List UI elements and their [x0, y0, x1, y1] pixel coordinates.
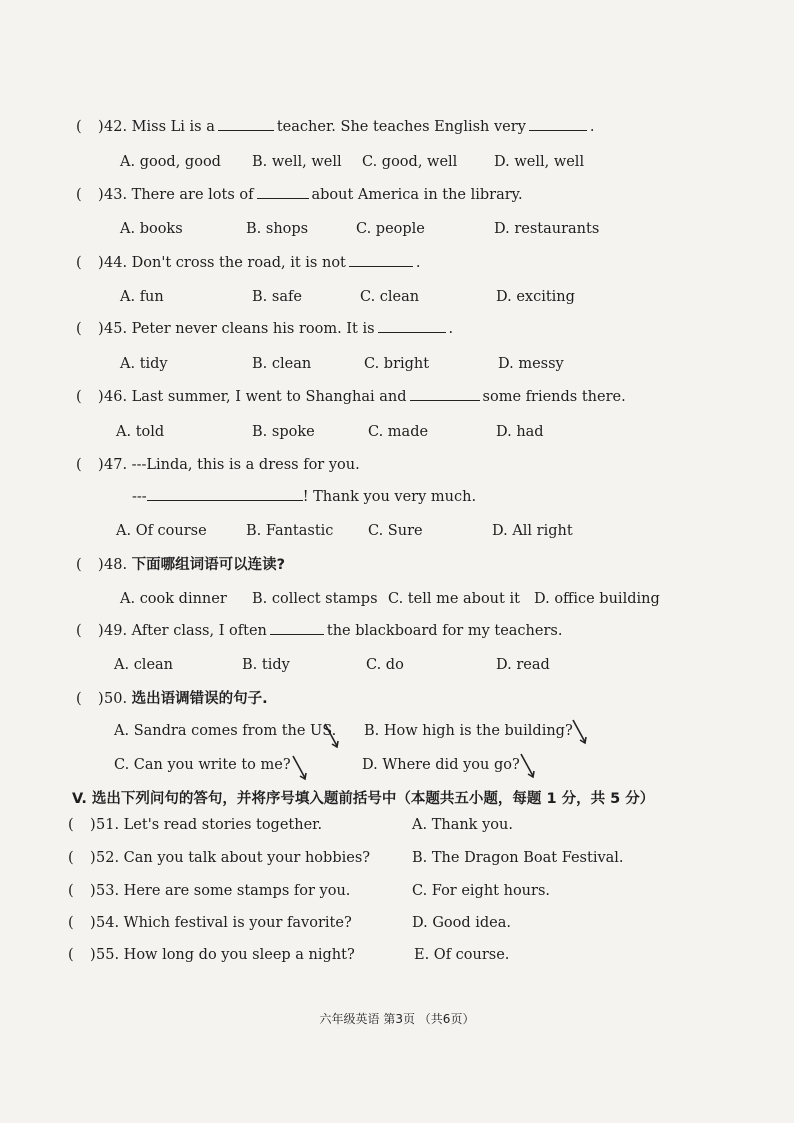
question-number: 50. [104, 691, 128, 707]
dialogue-line [132, 484, 476, 510]
question-text [96, 812, 322, 838]
match-item-52 [0, 845, 794, 871]
options-43 [0, 216, 794, 242]
answer-paren-open: ( [76, 389, 82, 405]
option-d[interactable]: D. All right [492, 523, 573, 539]
option-a[interactable]: A. books [120, 221, 183, 237]
question-text [96, 910, 352, 936]
answer-paren-close: ) [98, 557, 104, 573]
match-item-51 [0, 812, 794, 838]
answer-option[interactable]: D. Good idea. [412, 915, 512, 931]
question-stem-end: about America in the library. [311, 187, 523, 203]
question-text [104, 686, 268, 712]
option-d[interactable]: D. office building [534, 591, 660, 607]
answer-option[interactable]: E. Of course. [414, 947, 510, 963]
question-text [104, 250, 421, 276]
fill-blank[interactable] [147, 484, 303, 501]
match-item-53 [0, 878, 794, 904]
answer-paren-open: ( [76, 691, 82, 707]
dialogue-dash: --- [132, 489, 147, 505]
answer-paren-open: ( [76, 255, 82, 271]
question-text [104, 316, 453, 342]
question-text [104, 182, 523, 208]
question-stem-end: . [415, 255, 421, 271]
answer-option[interactable]: B. The Dragon Boat Festival. [412, 850, 624, 866]
question-stem-end: the blackboard for my teachers. [326, 623, 563, 639]
option-c[interactable]: C. Can you write to me? [114, 757, 291, 773]
question-number: 47. [104, 457, 128, 473]
question-stem: After class, I often [131, 623, 267, 639]
question-stem: Let's read stories together. [123, 817, 323, 833]
answer-option[interactable]: A. Thank you. [412, 817, 513, 833]
question-stem: Can you talk about your hobbies? [123, 850, 371, 866]
option-b[interactable]: B. clean [252, 356, 312, 372]
options-50-row-1 [0, 718, 794, 744]
options-48 [0, 586, 794, 612]
options-42 [0, 149, 794, 175]
question-number: 53. [96, 883, 120, 899]
question-stem: ---Linda, this is a dress for you. [131, 457, 360, 473]
question-stem-end: . [448, 321, 454, 337]
question-text [96, 845, 370, 871]
answer-paren-close: ) [90, 947, 96, 963]
question-number: 51. [96, 817, 120, 833]
option-b[interactable]: B. Fantastic [246, 523, 334, 539]
option-c[interactable]: C. tell me about it [388, 591, 520, 607]
dialogue-reply: ! Thank you very much. [302, 489, 477, 505]
option-a[interactable]: A. fun [120, 289, 164, 305]
question-number: 43. [104, 187, 128, 203]
option-a[interactable]: A. tidy [120, 356, 168, 372]
question-number: 52. [96, 850, 120, 866]
question-stem: Don't cross the road, it is not [131, 255, 346, 271]
question-stem: Which festival is your favorite? [123, 915, 352, 931]
option-c[interactable]: C. Sure [368, 523, 423, 539]
question-50 [0, 686, 794, 712]
fill-blank[interactable] [349, 250, 413, 267]
question-stem: There are lots of [131, 187, 254, 203]
question-text [96, 942, 355, 968]
answer-paren-close: ) [90, 883, 96, 899]
answer-paren-open: ( [68, 883, 74, 899]
answer-paren-open: ( [68, 947, 74, 963]
question-stem: Here are some stamps for you. [123, 883, 351, 899]
option-b[interactable]: B. spoke [252, 424, 315, 440]
option-c[interactable]: C. do [366, 657, 404, 673]
answer-paren-close: ) [98, 623, 104, 639]
option-d[interactable]: D. read [496, 657, 550, 673]
option-b[interactable]: B. safe [252, 289, 302, 305]
answer-paren-open: ( [76, 623, 82, 639]
answer-paren-close: ) [98, 691, 104, 707]
question-45 [0, 316, 794, 342]
option-d[interactable]: D. messy [498, 356, 564, 372]
option-a[interactable]: A. told [116, 424, 165, 440]
options-45 [0, 351, 794, 377]
question-text [104, 114, 595, 140]
answer-paren-open: ( [76, 119, 82, 135]
answer-paren-close: ) [98, 457, 104, 473]
question-text [96, 878, 350, 904]
question-stem: Peter never cleans his room. It is [131, 321, 375, 337]
option-a[interactable]: A. Sandra comes from the US. [114, 723, 337, 739]
answer-paren-open: ( [68, 850, 74, 866]
option-a[interactable]: A. cook dinner [120, 591, 227, 607]
answer-paren-open: ( [76, 457, 82, 473]
fill-blank[interactable] [529, 114, 587, 131]
option-d[interactable]: D. had [496, 424, 544, 440]
question-number: 49. [104, 623, 128, 639]
question-47 [0, 452, 794, 478]
option-a[interactable]: A. good, good [120, 154, 221, 170]
answer-paren-close: ) [90, 915, 96, 931]
question-number: 45. [104, 321, 128, 337]
answer-paren-close: ) [90, 850, 96, 866]
option-d[interactable]: D. exciting [496, 289, 575, 305]
match-item-54 [0, 910, 794, 936]
answer-paren-close: ) [98, 389, 104, 405]
option-b[interactable]: B. tidy [242, 657, 290, 673]
options-49 [0, 652, 794, 678]
fill-blank[interactable] [257, 182, 309, 199]
falling-arrow-icon [518, 752, 540, 780]
question-47-line-2 [0, 484, 794, 510]
question-text [104, 618, 562, 644]
question-43 [0, 182, 794, 208]
option-c[interactable]: C. clean [360, 289, 420, 305]
section-5-title: V. 选出下列问句的答句，并将序号填入题前括号中（本题共五小题，每题 1 分，共 5 分） [72, 791, 655, 807]
question-text [104, 384, 626, 410]
option-d[interactable]: D. well, well [494, 154, 585, 170]
answer-paren-open: ( [68, 817, 74, 833]
question-number: 55. [96, 947, 120, 963]
question-stem: Miss Li is a [131, 119, 215, 135]
answer-paren-close: ) [98, 119, 104, 135]
option-c[interactable]: C. good, well [362, 154, 458, 170]
question-stem: Last summer, I went to Shanghai and [131, 389, 407, 405]
answer-paren-close: ) [98, 321, 104, 337]
question-stem-mid: teacher. She teaches English very [276, 119, 526, 135]
answer-paren-close: ) [90, 817, 96, 833]
question-46 [0, 384, 794, 410]
question-stem: 下面哪组词语可以连读? [131, 557, 286, 573]
answer-paren-close: ) [98, 255, 104, 271]
falling-arrow-icon [570, 718, 592, 746]
answer-paren-open: ( [76, 187, 82, 203]
answer-paren-open: ( [68, 915, 74, 931]
option-b[interactable]: B. shops [246, 221, 309, 237]
option-c[interactable]: C. bright [364, 356, 430, 372]
question-stem-end: . [589, 119, 595, 135]
question-text [104, 452, 360, 478]
question-48 [0, 552, 794, 578]
options-47 [0, 518, 794, 544]
question-text [104, 552, 285, 578]
option-d[interactable]: D. restaurants [494, 221, 600, 237]
answer-option[interactable]: C. For eight hours. [412, 883, 550, 899]
fill-blank[interactable] [410, 384, 480, 401]
answer-paren-close: ) [98, 187, 104, 203]
option-a[interactable]: A. clean [114, 657, 174, 673]
question-stem-end: some friends there. [482, 389, 626, 405]
page-footer: 六年级英语 第3页 （共6页） [319, 1012, 475, 1026]
fill-blank[interactable] [270, 618, 324, 635]
question-49 [0, 618, 794, 644]
question-number: 48. [104, 557, 128, 573]
answer-paren-open: ( [76, 557, 82, 573]
fill-blank[interactable] [218, 114, 274, 131]
falling-arrow-icon [322, 722, 344, 750]
option-d[interactable]: D. Where did you go? [362, 757, 520, 773]
match-item-55 [0, 942, 794, 968]
falling-arrow-icon [290, 754, 312, 782]
option-c[interactable]: C. people [356, 221, 425, 237]
question-44 [0, 250, 794, 276]
option-b[interactable]: B. How high is the building? [364, 723, 573, 739]
question-number: 46. [104, 389, 128, 405]
fill-blank[interactable] [378, 316, 446, 333]
options-46 [0, 419, 794, 445]
options-44 [0, 284, 794, 310]
option-a[interactable]: A. Of course [116, 523, 207, 539]
options-50-row-2 [0, 752, 794, 778]
option-b[interactable]: B. well, well [252, 154, 342, 170]
question-stem: How long do you sleep a night? [123, 947, 355, 963]
question-number: 44. [104, 255, 128, 271]
option-b[interactable]: B. collect stamps [252, 591, 378, 607]
question-number: 54. [96, 915, 120, 931]
question-42 [0, 114, 794, 140]
question-number: 42. [104, 119, 128, 135]
answer-paren-open: ( [76, 321, 82, 337]
question-stem: 选出语调错误的句子. [131, 691, 268, 707]
option-c[interactable]: C. made [368, 424, 429, 440]
